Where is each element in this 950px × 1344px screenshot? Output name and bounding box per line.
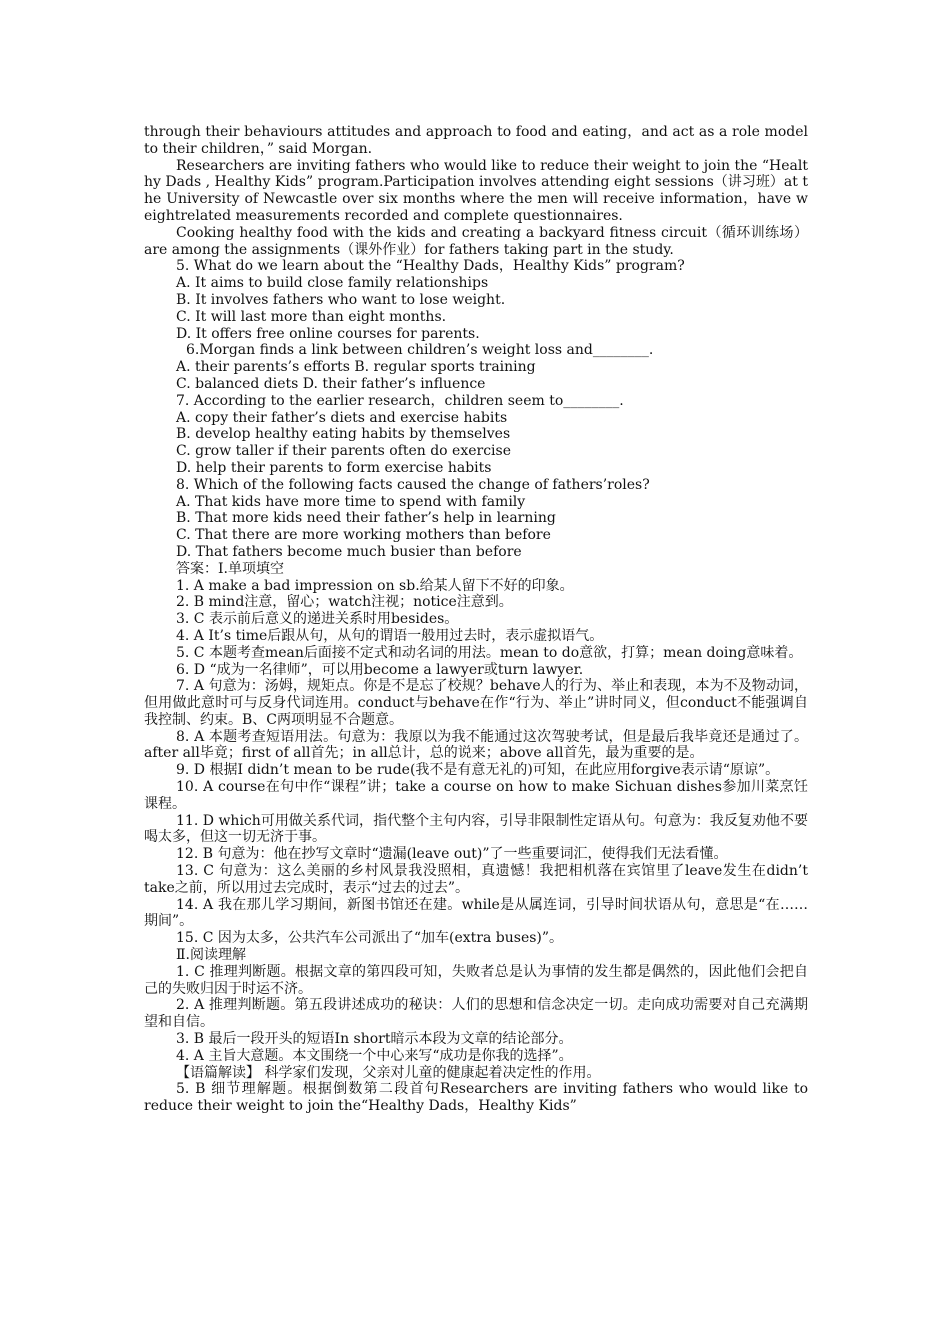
passage-analysis: 【语篇解读】 科学家们发现，父亲对儿童的健康起着决定性的作用。 bbox=[176, 1064, 601, 1081]
question-line: 5. What do we learn about the “Healthy Dads，Healthy Kids” program? bbox=[176, 258, 685, 275]
answer-key bbox=[144, 561, 808, 1115]
option-line: B. develop healthy eating habits by themselves bbox=[176, 426, 511, 443]
answer-item: 2. A 推理判断题。第五段讲述成功的秘诀：人们的思想和信念决定一切。走向成功需要对自己充满期望和自信。 bbox=[144, 997, 808, 1031]
answer-heading: Ⅱ.阅读理解 bbox=[176, 947, 246, 964]
option-line: B. That more kids need their father’s help in learning bbox=[176, 510, 556, 527]
document-page bbox=[144, 124, 808, 1115]
answer-item: 4. A 主旨大意题。本文围绕一个中心来写“成功是你我的选择”。 bbox=[176, 1047, 573, 1064]
option-line: D. help their parents to form exercise habits bbox=[176, 459, 492, 476]
answer-heading: 答案：Ⅰ.单项填空 bbox=[176, 560, 284, 577]
option-line: B. It involves fathers who want to lose weight. bbox=[176, 291, 506, 308]
option-line: A. It aims to build close family relationships bbox=[176, 275, 489, 292]
passage bbox=[144, 124, 808, 258]
answer-item: 5. B 细节理解题。根据倒数第二段首句Researchers are inviting fathers who would like to reduce their weight to join the“Healthy Dads，Healthy Kids” bbox=[144, 1081, 808, 1115]
answer-item: 4. A It’s time后跟从句，从句的谓语一般用过去时，表示虚拟语气。 bbox=[176, 627, 604, 644]
answer-item: 10. A course在句中作“课程”讲；take a course on how to make Sichuan dishes参加川菜烹饪课程。 bbox=[144, 779, 808, 812]
option-line: D. It offers free online courses for parents. bbox=[176, 325, 480, 342]
answer-item: 3. C 表示前后意义的递进关系时用besides。 bbox=[176, 611, 459, 628]
option-line: A. their parents’s efforts B. regular sports training bbox=[176, 359, 536, 376]
answer-item: 13. C 句意为：这么美丽的乡村风景我没照相，真遗憾！我把相机落在宾馆里了leave发生在didn’t take之前，所以用过去完成时，表示“过去的过去”。 bbox=[144, 863, 808, 896]
answer-item: 11. D which可用做关系代词，指代整个主句内容，引导非限制性定语从句。句意为：我反复劝他不要喝太多，但这一切无济于事。 bbox=[144, 812, 808, 846]
answer-item: 15. C 因为太多，公共汽车公司派出了“加车(extra buses)”。 bbox=[176, 930, 564, 947]
answer-item: 1. C 推理判断题。根据文章的第四段可知，失败者总是认为事情的发生都是偶然的，因此他们会把自己的失败归因于时运不济。 bbox=[144, 963, 808, 997]
option-line: C. That there are more working mothers than before bbox=[176, 527, 551, 544]
option-line: C. It will last more than eight months. bbox=[176, 308, 447, 325]
answer-item: 7. A 句意为：汤姆，规矩点。你是不是忘了校规？behave人的行为、举止和表现，本为不及物动词，但用做此意时可与反身代词连用。conduct与behave在作“行为、举止”讲时同义，但conduct不能强调自我控制、约束。B、C两项明显不合题意。 bbox=[144, 678, 808, 728]
passage-paragraph: through their behaviours attitudes and approach to food and eating，and act as a role model to their children，” said Morgan. bbox=[144, 124, 808, 157]
answer-item: 6. D “成为一名律师”，可以用become a lawyer或turn lawyer. bbox=[176, 661, 584, 678]
answer-item: 8. A 本题考查短语用法。句意为：我原以为我不能通过这次驾驶考试，但是最后我毕竟还是通过了。after all毕竟；first of all首先；in all总计，总的说来；above all首先，最为重要的是。 bbox=[144, 728, 808, 762]
answer-item: 2. B mind注意，留心；watch注视；notice注意到。 bbox=[176, 594, 513, 611]
answer-item: 1. A make a bad impression on sb.给某人留下不好的印象。 bbox=[176, 577, 574, 594]
answer-item: 14. A 我在那儿学习期间，新图书馆还在建。while是从属连词，引导时间状语从句，意思是“在……期间”。 bbox=[144, 896, 808, 930]
option-line: C. balanced diets D. their father’s influence bbox=[176, 375, 486, 392]
answer-item: 9. D 根据I didn’t mean to be rude(我不是有意无礼的)可知，在此应用forgive表示请“原谅”。 bbox=[176, 762, 780, 779]
passage-paragraph: Cooking healthy food with the kids and creating a backyard fitness circuit（循环训练场）are among the assignments（课外作业）for fathers taking part in the study. bbox=[144, 224, 808, 258]
answer-item: 5. C 本题考查mean后面接不定式和动名词的用法。mean to do意欲，打算；mean doing意味着。 bbox=[176, 644, 803, 661]
question-line: 6.Morgan finds a link between children’s weight loss and________. bbox=[186, 342, 654, 359]
question-line: 8. Which of the following facts caused the change of fathers’roles? bbox=[176, 476, 650, 493]
question-line: 7. According to the earlier research，children seem to________. bbox=[176, 392, 624, 409]
option-line: C. grow taller if their parents often do exercise bbox=[176, 443, 511, 460]
answer-item: 12. B 句意为：他在抄写文章时“遗漏(leave out)”了一些重要词汇，使得我们无法看懂。 bbox=[176, 846, 728, 863]
passage-paragraph: Researchers are inviting fathers who would like to reduce their weight to join the “Healthy Dads , Healthy Kids” program.Participation involves attending eight sessions（讲习班）at the University of Newcastle over six months where the men will receive information，have weightrelated measurements recorded and complete questionnaires. bbox=[144, 157, 808, 224]
option-line: A. copy their father’s diets and exercise habits bbox=[176, 409, 508, 426]
option-line: A. That kids have more time to spend with family bbox=[176, 493, 526, 510]
questions bbox=[144, 258, 808, 560]
answer-item: 3. B 最后一段开头的短语In short暗示本段为文章的结论部分。 bbox=[176, 1031, 573, 1048]
option-line: D. That fathers become much busier than before bbox=[176, 543, 522, 560]
